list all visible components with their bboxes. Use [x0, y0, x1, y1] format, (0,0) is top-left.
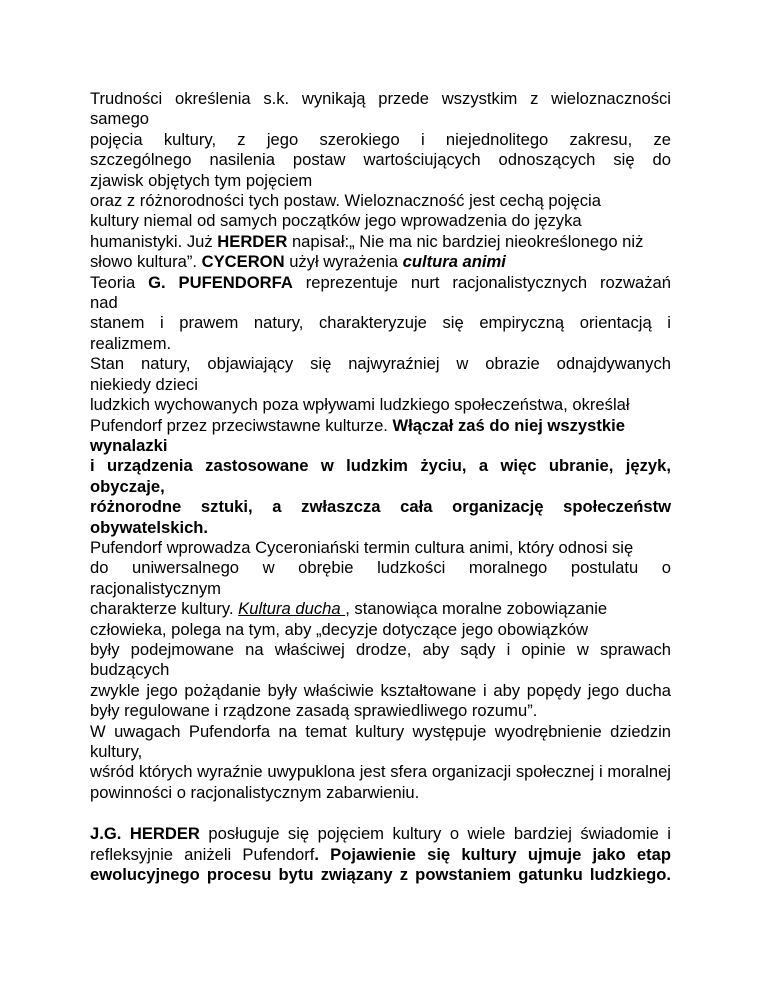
- text-line: [90, 742, 671, 762]
- text-line: [90, 538, 671, 558]
- text-segment: samego: [90, 109, 150, 129]
- text-line: [90, 293, 671, 313]
- text-line: [90, 620, 671, 640]
- text-segment: powinności o racjonalistycznym zabarwieniu.: [90, 782, 420, 802]
- text-segment: humanistyki. Już: [90, 231, 218, 251]
- text-segment: człowieka, polega na tym, aby „decyzje dotyczące jego obowiązków: [90, 619, 589, 639]
- text-line: [90, 109, 671, 129]
- text-line: [90, 130, 671, 150]
- bold-text: i urządzenia zastosowane w ludzkim życiu, a więc ubranie, język,: [90, 456, 671, 476]
- bold-text: obyczaje,: [90, 476, 165, 496]
- text-segment: charakterze kultury.: [90, 599, 239, 619]
- bold-text: ewolucyjnego procesu bytu związany z powstaniem gatunku ludzkiego.: [90, 865, 671, 885]
- text-segment: ludzkich wychowanych poza wpływami ludzkiego społeczeństwa, określał: [90, 395, 630, 415]
- text-line: [90, 640, 671, 660]
- text-segment: użył wyrażenia: [284, 252, 403, 272]
- text-segment: Trudności określenia s.k. wynikają przede wszystkim z wieloznaczności: [90, 89, 671, 108]
- text-segment: wśród których wyraźnie uwypuklona jest sfera organizacji społecznej i moralnej: [90, 762, 671, 782]
- bold-text: wynalazki: [90, 435, 168, 455]
- text-line: [90, 313, 671, 333]
- text-line: [90, 334, 671, 354]
- text-line: [90, 456, 671, 476]
- text-line: [90, 171, 671, 191]
- text-line: [90, 150, 671, 170]
- text-line: [90, 211, 671, 231]
- text-line: [90, 375, 671, 395]
- text-segment: kultury niemal od samych początków jego wprowadzenia do języka: [90, 211, 582, 231]
- text-line: [90, 701, 671, 721]
- text-segment: refleksyjnie aniżeli Pufendorf: [90, 844, 315, 864]
- document-body: [90, 89, 671, 885]
- text-line: [90, 518, 671, 538]
- text-segment: nad: [90, 293, 118, 313]
- text-line: [90, 579, 671, 599]
- text-segment: budzących: [90, 660, 170, 680]
- text-line: [90, 722, 671, 742]
- italic-text: Kultura ducha: [238, 599, 346, 619]
- text-line: [90, 252, 671, 272]
- bold-text: . Pojawienie się kultury ujmuje jako etap: [314, 844, 671, 864]
- text-segment: realizmem.: [90, 333, 172, 353]
- text-segment: zjawisk objętych tym pojęciem: [90, 170, 313, 190]
- text-segment: , stanowiąca moralne zobowiązanie: [345, 599, 608, 619]
- text-line: [90, 824, 671, 844]
- text-line: [90, 845, 671, 865]
- text-segment: racjonalistycznym: [90, 578, 221, 598]
- text-segment: Pufendorf wprowadza Cyceroniański termin cultura animi, który odnosi się: [90, 537, 634, 557]
- text-segment: Stan natury, objawiający się najwyraźniej w obrazie odnajdywanych: [90, 354, 671, 374]
- text-line: [90, 865, 671, 885]
- text-segment: W uwagach Pufendorfa na temat kultury występuje wyodrębnienie dziedzin: [90, 721, 671, 741]
- text-line: [90, 681, 671, 701]
- text-segment: Teoria: [90, 272, 149, 292]
- text-line: [90, 558, 671, 578]
- text-line: [90, 660, 671, 680]
- text-segment: posługuje się pojęciem kultury o wiele bardziej świadomie i: [199, 824, 671, 844]
- text-line: [90, 395, 671, 415]
- text-line: [90, 436, 671, 456]
- bold-text: HERDER: [217, 231, 288, 251]
- text-line: [90, 599, 671, 619]
- bold-text: Włączał zaś do niej wszystkie: [392, 415, 625, 435]
- text-line: [90, 273, 671, 293]
- text-line: [90, 497, 671, 517]
- text-line: [90, 89, 671, 109]
- text-segment: szczególnego nasilenia postaw wartościujących odnoszących się do: [90, 150, 671, 170]
- bold-text: J.G. HERDER: [90, 824, 200, 844]
- bold-text: CYCERON: [201, 252, 285, 272]
- text-segment: pojęcia kultury, z jego szerokiego i niejednolitego zakresu, ze: [90, 129, 671, 149]
- text-segment: do uniwersalnego w obrębie ludzkości moralnego postulatu o: [90, 558, 671, 578]
- paragraph-gap: [90, 803, 671, 824]
- text-line: [90, 354, 671, 374]
- text-segment: stanem i prawem natury, charakteryzuje się empiryczną orientacją i: [90, 313, 671, 333]
- text-segment: kultury,: [90, 742, 143, 761]
- bold-text: różnorodne sztuki, a zwłaszcza cała organizację społeczeństw: [90, 497, 671, 517]
- text-line: [90, 477, 671, 497]
- text-segment: reprezentuje nurt racjonalistycznych rozważań: [292, 272, 671, 292]
- text-line: [90, 416, 671, 436]
- text-segment: słowo kultura”.: [90, 252, 202, 272]
- bold-text: G. PUFENDORFA: [148, 272, 293, 292]
- text-line: [90, 783, 671, 803]
- text-segment: były podejmowane na właściwej drodze, aby sądy i opinie w sprawach: [90, 639, 671, 659]
- text-segment: zwykle jego pożądanie były właściwie kształtowane i aby popędy jego ducha: [90, 680, 671, 700]
- text-segment: oraz z różnorodności tych postaw. Wieloznaczność jest cechą pojęcia: [90, 191, 601, 211]
- text-segment: niekiedy dzieci: [90, 374, 198, 394]
- text-line: [90, 191, 671, 211]
- text-segment: były regulowane i rządzone zasadą sprawiedliwego rozumu”.: [90, 701, 538, 721]
- text-line: [90, 232, 671, 252]
- bold-text: cultura animi: [402, 252, 506, 272]
- bold-text: obywatelskich.: [90, 517, 209, 537]
- text-line: [90, 762, 671, 782]
- text-segment: Pufendorf przez przeciwstawne kulturze.: [90, 415, 393, 435]
- text-segment: napisał:„ Nie ma nic bardziej nieokreślonego niż: [287, 231, 644, 251]
